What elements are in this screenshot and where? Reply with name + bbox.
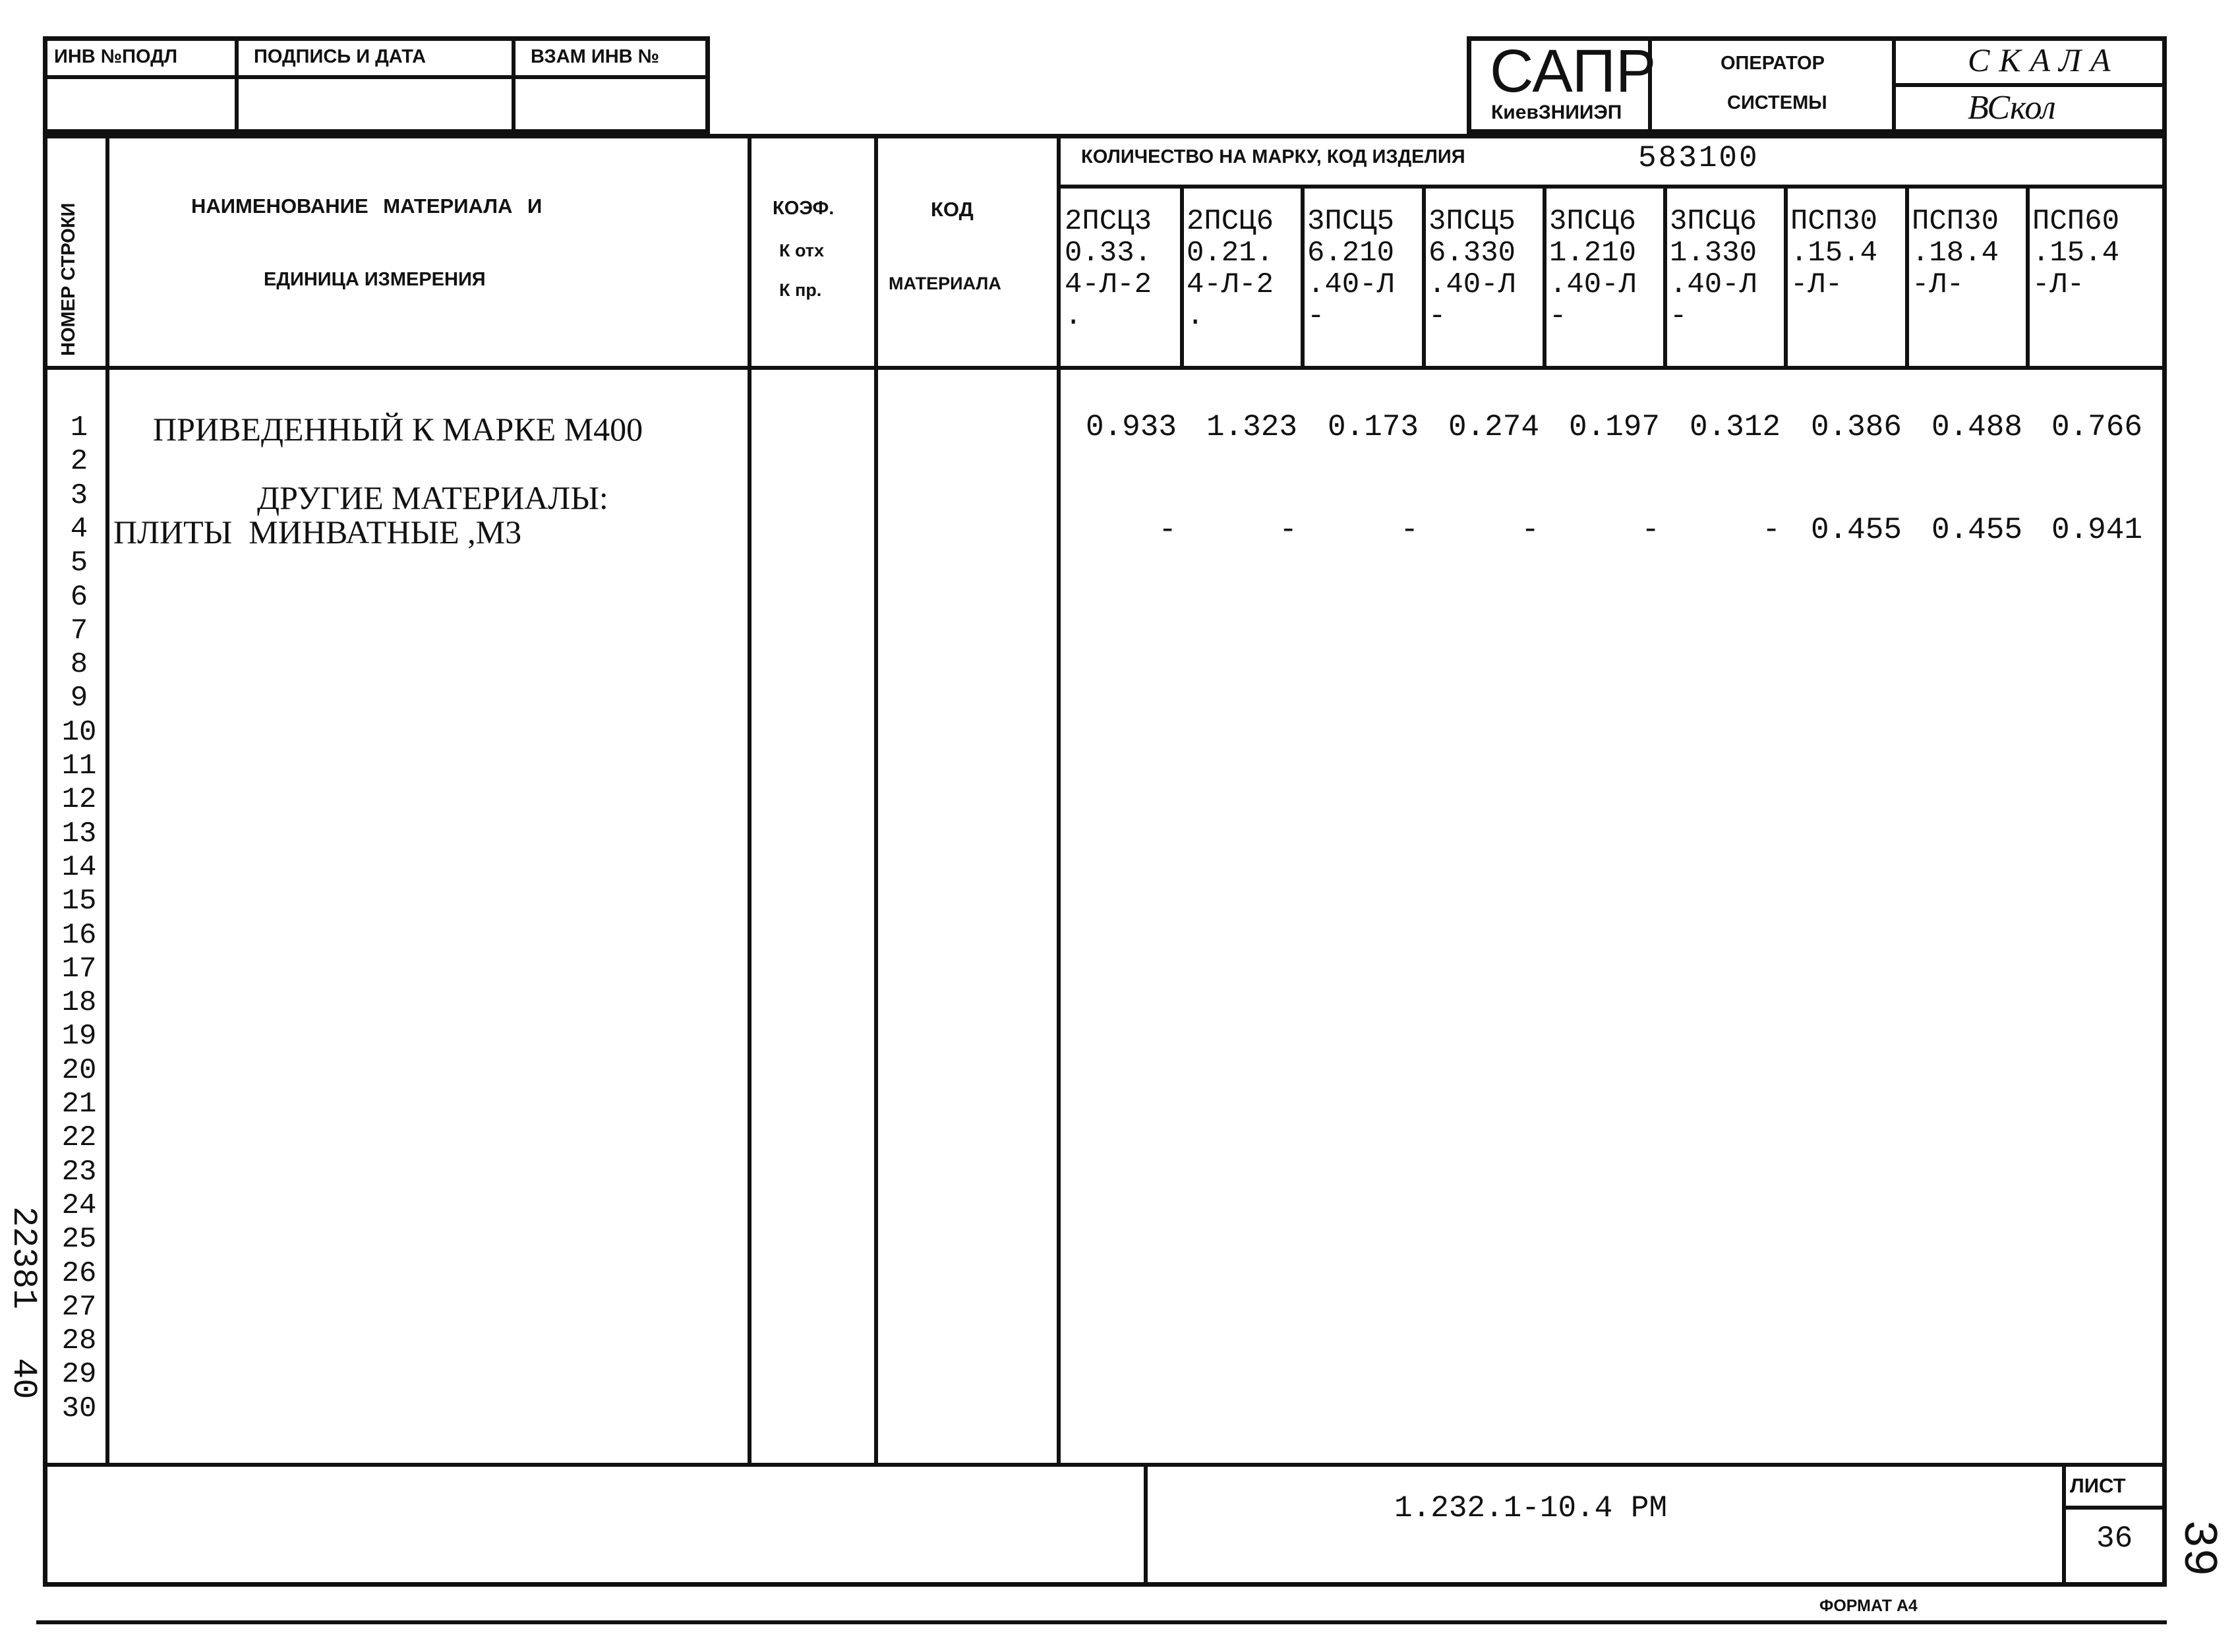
row-number: 19 (61, 1020, 97, 1053)
row-number: 14 (61, 850, 97, 884)
line4-value-4: - (1521, 513, 1539, 547)
line1-value-7: 0.386 (1810, 410, 1902, 444)
mark-3-line-4: - (1307, 300, 1325, 333)
product-code: 583100 (1638, 141, 1759, 175)
mark-4-line-3: .40-Л (1428, 268, 1516, 301)
row-number: 7 (70, 614, 88, 647)
line4-value-7: 0.455 (1810, 513, 1902, 547)
mark-6-line-1: 3ПСЦ6 (1670, 205, 1757, 238)
row-number: 17 (61, 952, 97, 986)
sheet-number: 36 (2096, 1521, 2133, 1556)
row-number: 25 (61, 1223, 97, 1256)
operator-label-1: ОПЕРАТОР (1721, 53, 1825, 74)
mark-2-line-2: 0.21. (1187, 237, 1274, 270)
row-number: 10 (61, 715, 97, 749)
sheet-label: ЛИСТ (2070, 1474, 2126, 1497)
mark-1-line-3: 4-Л-2 (1065, 268, 1152, 301)
mark-9-line-2: .15.4 (2032, 237, 2120, 270)
row-number: 22 (61, 1121, 97, 1155)
mark-9-line-1: ПСП60 (2032, 205, 2120, 238)
bottom-rule (36, 1620, 2167, 1624)
header-row-number: НОМЕР СТРОКИ (58, 202, 79, 356)
mark-4-line-4: - (1428, 300, 1446, 333)
mark-8-line-2: .18.4 (1912, 237, 1999, 270)
line1-text: ПРИВЕДЕННЫЙ К МАРКЕ М400 (153, 411, 643, 448)
header-code-1: КОД (931, 198, 974, 221)
row-number: 27 (61, 1290, 97, 1324)
row-number: 29 (61, 1358, 97, 1392)
mark-6-line-3: .40-Л (1670, 268, 1757, 301)
line1-value-9: 0.766 (2051, 410, 2142, 444)
line1-value-8: 0.488 (1931, 410, 2022, 444)
line4-value-8: 0.455 (1931, 513, 2022, 547)
row-number: 30 (61, 1392, 97, 1425)
row-number: 24 (61, 1189, 97, 1222)
line3-text: ДРУГИЕ МАТЕРИАЛЫ: (257, 479, 608, 516)
mark-6-line-4: - (1670, 300, 1688, 333)
line4-value-3: - (1400, 513, 1419, 547)
page-number: 39 (2171, 1519, 2225, 1577)
operator-signature: ВСкол (1968, 89, 2056, 127)
archive-sub: 40 (4, 1358, 43, 1400)
row-number: 28 (61, 1324, 97, 1358)
sapr-logo: САПР (1490, 38, 1657, 105)
mark-1-line-2: 0.33. (1065, 237, 1152, 270)
line4-value-2: - (1279, 513, 1297, 547)
row-number: 15 (61, 885, 97, 918)
org-name: КиевЗНИИЭП (1491, 102, 1622, 123)
row-number: 12 (61, 783, 97, 817)
stamp-inv-podl: ИНВ №ПОДЛ (54, 46, 178, 67)
row-number: 4 (70, 512, 88, 546)
line1-value-3: 0.173 (1327, 410, 1419, 444)
operator-label-2: СИСТЕМЫ (1727, 92, 1827, 113)
mark-7-line-3: -Л- (1790, 268, 1843, 301)
header-material-1: НАИМЕНОВАНИЕ МАТЕРИАЛА И (191, 194, 543, 218)
mark-2-line-4: . (1187, 300, 1204, 333)
stamp-signature-date: ПОДПИСЬ И ДАТА (254, 46, 427, 67)
row-number: 6 (70, 580, 88, 614)
mark-8-line-3: -Л- (1912, 268, 1964, 301)
mark-3-line-2: 6.210 (1307, 237, 1395, 270)
row-number: 13 (61, 817, 97, 850)
mark-5-line-1: 3ПСЦ6 (1549, 205, 1637, 238)
row-number: 9 (70, 682, 88, 715)
archive-number: 22381 (4, 1206, 43, 1310)
line4-text: ПЛИТЫ МИНВАТНЫЕ ,М3 (113, 514, 522, 550)
mark-5-line-4: - (1549, 300, 1567, 333)
mark-2-line-3: 4-Л-2 (1187, 268, 1274, 301)
main-table (43, 134, 2167, 1587)
mark-3-line-1: 3ПСЦ5 (1307, 205, 1395, 238)
line1-value-6: 0.312 (1689, 410, 1781, 444)
row-number: 16 (61, 918, 97, 952)
line1-value-2: 1.323 (1206, 410, 1297, 444)
row-number: 11 (61, 750, 97, 782)
format-label: ФОРМАТ А4 (1819, 1597, 1918, 1615)
header-code-2: МАТЕРИАЛА (889, 274, 1001, 293)
mark-2-line-1: 2ПСЦ6 (1187, 205, 1274, 238)
line4-value-1: - (1158, 513, 1177, 547)
mark-5-line-2: 1.210 (1549, 237, 1637, 270)
line1-value-1: 0.933 (1085, 410, 1177, 444)
mark-9-line-3: -Л- (2032, 268, 2085, 301)
row-number: 26 (61, 1256, 97, 1290)
row-number: 1 (70, 411, 88, 444)
line1-value-5: 0.197 (1568, 410, 1660, 444)
line4-value-9: 0.941 (2051, 513, 2142, 547)
row-number: 23 (61, 1155, 97, 1189)
header-coef-2: К отх (779, 241, 825, 260)
mark-6-line-2: 1.330 (1670, 237, 1757, 270)
mark-5-line-3: .40-Л (1549, 268, 1637, 301)
header-quantity: КОЛИЧЕСТВО НА МАРКУ, КОД ИЗДЕЛИЯ (1081, 146, 1465, 167)
line4-value-5: - (1641, 513, 1660, 547)
mark-1-line-4: . (1065, 300, 1082, 333)
row-number: 3 (70, 479, 88, 512)
header-coef-3: К пр. (779, 280, 822, 300)
stamp-vzam-inv: ВЗАМ ИНВ № (531, 46, 659, 67)
mark-1-line-1: 2ПСЦ3 (1065, 205, 1152, 238)
mark-8-line-1: ПСП30 (1912, 205, 1999, 238)
line1-value-4: 0.274 (1448, 410, 1539, 444)
mark-4-line-2: 6.330 (1428, 237, 1516, 270)
line4-value-6: - (1762, 513, 1781, 547)
row-number: 8 (70, 648, 88, 682)
row-number: 20 (61, 1053, 97, 1087)
operator-name: СКАЛА (1968, 42, 2120, 78)
row-number: 18 (61, 986, 97, 1020)
row-number: 5 (70, 546, 88, 580)
row-number: 21 (61, 1088, 97, 1121)
mark-7-line-1: ПСП30 (1790, 205, 1878, 238)
header-material-2: ЕДИНИЦА ИЗМЕРЕНИЯ (264, 269, 486, 290)
mark-4-line-1: 3ПСЦ5 (1428, 205, 1516, 238)
mark-7-line-2: .15.4 (1790, 237, 1878, 270)
document-code: 1.232.1-10.4 РМ (1394, 1491, 1668, 1525)
row-number: 2 (70, 445, 88, 479)
mark-3-line-3: .40-Л (1307, 268, 1395, 301)
header-coef-1: КОЭФ. (773, 198, 835, 219)
